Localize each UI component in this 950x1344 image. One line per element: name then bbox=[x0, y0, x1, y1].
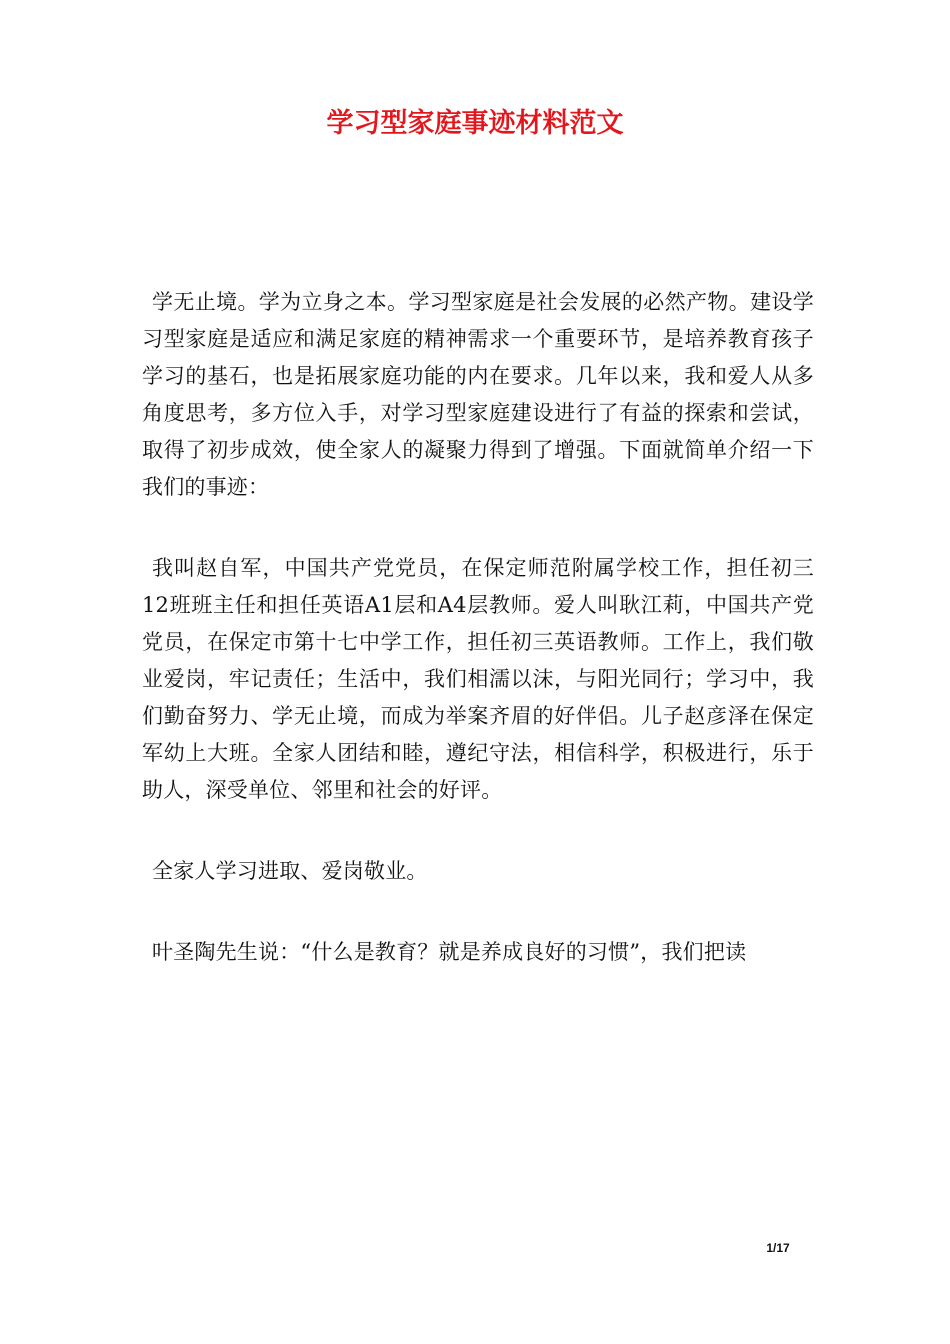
document-body bbox=[142, 284, 814, 1015]
paragraph-intro: 学无止境。学为立身之本。学习型家庭是社会发展的必然产物。建设学习型家庭是适应和满足家庭的精神需求一个重要环节，是培养教育孩子学习的基石，也是拓展家庭功能的内在要求。几年以来，我和爱人从多角度思考，多方位入手，对学习型家庭建设进行了有益的探索和尝试，取得了初步成效，使全家人的凝聚力得到了增强。下面就简单介绍一下我们的事迹： bbox=[142, 290, 814, 499]
paragraph-quote: 叶圣陶先生说：“什么是教育？就是养成良好的习惯”，我们把读 bbox=[152, 940, 747, 964]
paragraph-family-introduction: 我叫赵自军，中国共产党党员，在保定师范附属学校工作，担任初三12班班主任和担任英语A1层和A4层教师。爱人叫耿江莉，中国共产党党员，在保定市第十七中学工作，担任初三英语教师。工作上，我们敬业爱岗，牢记责任；生活中，我们相濡以沫，与阳光同行；学习中，我们勤奋努力、学无止境，而成为举案齐眉的好伴侣。儿子赵彦泽在保定军幼上大班。全家人团结和睦，遵纪守法，相信科学，积极进行，乐于助人，深受单位、邻里和社会的好评。 bbox=[142, 556, 814, 802]
paragraph-section-heading: 全家人学习进取、爱岗敬业。 bbox=[152, 859, 428, 883]
page-number: 1/17 bbox=[766, 1241, 790, 1255]
document-title: 学习型家庭事迹材料范文 bbox=[326, 108, 624, 139]
